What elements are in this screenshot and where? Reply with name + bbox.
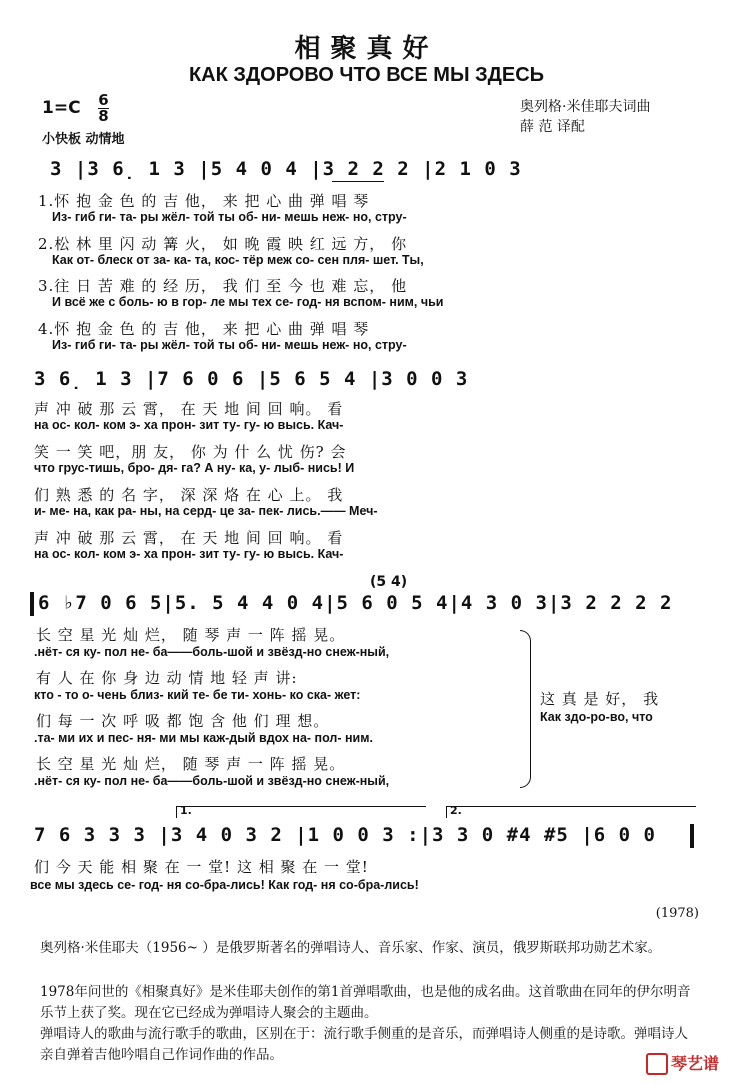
system-3-verse-4-cn: 长 空 星 光 灿 烂， 随 琴 声 一 阵 摇 晃。 bbox=[36, 755, 346, 773]
song-title: 相聚真好 bbox=[294, 34, 439, 64]
refrain-side-ru: Как здо-ро-во, что bbox=[540, 710, 653, 724]
system-3-verse-1-ru: .нёт- ся ку- пол не- ба——боль-шой и звёзд-но снеж-ный, bbox=[34, 645, 390, 659]
system-4-ru: все мы здесь се- год- ня со-бра-лись! Как год- ня со-бра-лись! bbox=[30, 878, 419, 892]
site-logo bbox=[646, 1051, 719, 1076]
beam-line bbox=[332, 181, 384, 182]
system-2-notes: 3 6̣ 1 3 |7 6 0 6 |5 6 5 4 |3 0 0 3 bbox=[34, 368, 469, 390]
system-1-verse-4-cn: 4.怀 抱 金 色 的 吉 他， 来 把 心 曲 弹 唱 琴 bbox=[38, 320, 370, 338]
system-3-verse-3-ru: .та- ми их и пес- ня- ми мы каж-дый вдох на- пол- ним. bbox=[34, 731, 373, 745]
paragraph-bards: 弹唱诗人的歌曲与流行歌手的歌曲，区别在于：流行歌手侧重的是音乐，而弹唱诗人侧重的是诗歌。弹唱诗人亲自弹着吉他吟唱自己作词作曲的作品。 bbox=[40, 1026, 688, 1063]
volta-1-bracket bbox=[176, 806, 426, 807]
repeat-start-bar bbox=[30, 592, 34, 616]
key-signature: 1=C bbox=[42, 98, 81, 118]
tempo-marking: 小快板 动情地 bbox=[42, 132, 125, 147]
system-3-verse-2-ru: кто - то о- чень близ- кий те- бе ти- хонь- ко ска- жет: bbox=[34, 688, 361, 702]
volta-2-bracket-left bbox=[446, 806, 447, 818]
system-2-verse-2-cn: 笑 一 笑 吧，朋 友， 你 为 什 么 忧 伤? 会 bbox=[34, 443, 347, 461]
final-bar bbox=[690, 824, 694, 848]
system-2-verse-4-cn: 声 冲 破 那 云 霄， 在 天 地 间 回 响。 看 bbox=[34, 529, 344, 547]
system-4-cn: 们 今 天 能 相 聚 在 一 堂! 这 相 聚 在 一 堂! bbox=[34, 858, 369, 876]
logo-icon bbox=[646, 1053, 668, 1075]
system-2-verse-3-cn: 们 熟 悉 的 名 字， 深 深 烙 在 心 上。 我 bbox=[34, 486, 344, 504]
time-signature-top: 6 bbox=[98, 91, 109, 109]
refrain-side-cn: 这 真 是 好， 我 bbox=[540, 690, 660, 708]
volta-2-bracket bbox=[446, 806, 696, 807]
system-1-verse-2-cn: 2.松 林 里 闪 动 篝 火， 如 晚 霞 映 红 远 方， 你 bbox=[38, 235, 408, 253]
year-label: (1978) bbox=[655, 906, 699, 921]
system-3-verse-2-cn: 有 人 在 你 身 边 动 情 地 轻 声 讲: bbox=[36, 669, 298, 687]
system-1-verse-4-ru: Из- гиб ги- та- ры жёл- той ты об- ни- мешь неж- но, стру- bbox=[52, 338, 407, 352]
system-2-verse-1-cn: 声 冲 破 那 云 霄， 在 天 地 间 回 响。 看 bbox=[34, 400, 344, 418]
credit-composer: 奥列格·米佳耶夫词曲 bbox=[520, 99, 651, 115]
verse-brace bbox=[520, 630, 531, 788]
system-2-verse-3-ru: и- ме- на, как ра- ны, на серд- це за- пек- лись.—— Меч- bbox=[34, 504, 378, 518]
system-3-notes: 6 ♭7 0 6 5|5. 5 4 4 0 4|5 6 0 5 4|4 3 0 3|3 2 2 2 2 bbox=[38, 592, 673, 614]
system-1-verse-3-cn: 3.往 日 苦 难 的 经 历， 我 们 至 今 也 难 忘， 他 bbox=[38, 277, 408, 295]
system-1-verse-1-cn: 1.怀 抱 金 色 的 吉 他， 来 把 心 曲 弹 唱 琴 bbox=[38, 192, 370, 210]
volta-1-bracket-left bbox=[176, 806, 177, 818]
system-1-verse-2-ru: Как от- блеск от за- ка- та, кос- тёр меж со- сен пля- шет. Ты, bbox=[52, 253, 424, 267]
system-1-notes: 3 |3 6̣ 1 3 |5 4 0 4 |3 2 2 2 |2 1 0 3 bbox=[50, 158, 522, 180]
volta-2-label: 2. bbox=[450, 804, 462, 817]
system-4-notes: 7 6 3 3 3 |3 4 0 3 2 |1 0 0 3 :|3 3 0 #4 #5 |6 0 0 bbox=[34, 824, 656, 846]
song-subtitle-russian: КАК ЗДОРОВО ЧТО ВСЕ МЫ ЗДЕСЬ bbox=[188, 64, 545, 86]
time-signature-bottom: 8 bbox=[98, 107, 109, 125]
system-3-verse-1-cn: 长 空 星 光 灿 烂， 随 琴 声 一 阵 摇 晃。 bbox=[36, 626, 346, 644]
paragraph-author: 奥列格·米佳耶夫（1956~ ）是俄罗斯著名的弹唱诗人、音乐家、作家、演员，俄罗斯联邦功勋艺术家。 bbox=[40, 940, 662, 956]
alternate-notes: (5 4) bbox=[370, 574, 408, 590]
system-3-verse-3-cn: 们 每 一 次 呼 吸 都 饱 含 他 们 理 想。 bbox=[36, 712, 330, 730]
system-1-verse-1-ru: Из- гиб ги- та- ры жёл- той ты об- ни- мешь неж- но, стру- bbox=[52, 210, 407, 224]
system-2-verse-1-ru: на ос- кол- ком э- ха прон- зит ту- гу- ю высь. Кач- bbox=[34, 418, 344, 432]
logo-text: 琴艺谱 bbox=[670, 1053, 719, 1073]
system-3-verse-4-ru: .нёт- ся ку- пол не- ба——боль-шой и звёзд-но снеж-ный, bbox=[34, 774, 390, 788]
system-2-verse-4-ru: на ос- кол- ком э- ха прон- зит ту- гу- ю высь. Кач- bbox=[34, 547, 344, 561]
system-2-verse-2-ru: что грус-тишь, бро- дя- га? А ну- ка, у- лыб- нись! И bbox=[34, 461, 355, 475]
credit-translator: 薛 范 译配 bbox=[520, 119, 585, 135]
system-1-verse-3-ru: И всё же с боль- ю в гор- ле мы тех се- год- ня вспом- ним, чьи bbox=[52, 295, 444, 309]
volta-1-label: 1. bbox=[180, 804, 192, 817]
time-signature bbox=[98, 91, 109, 125]
paragraph-song: 1978年问世的《相聚真好》是米佳耶夫创作的第1首弹唱歌曲，也是他的成名曲。这首歌曲在同年的伊尔明音乐节上获了奖。现在它已经成为弹唱诗人聚会的主题曲。 bbox=[40, 984, 691, 1021]
